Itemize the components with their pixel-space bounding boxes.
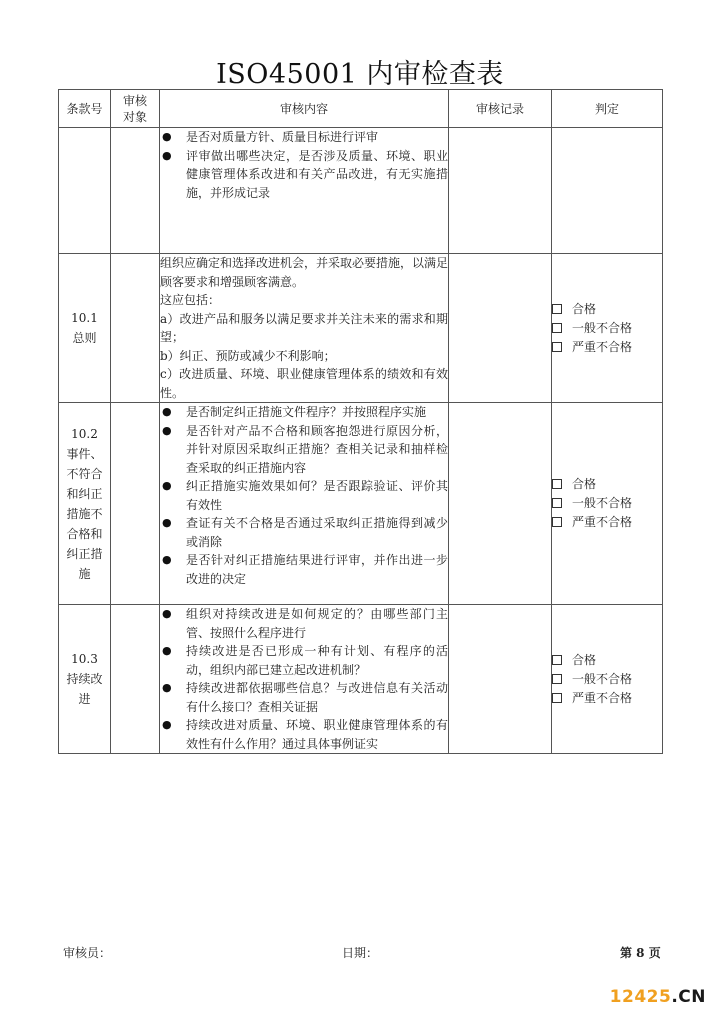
table-row	[59, 403, 663, 605]
checklist-item: ● 组织对持续改进是如何规定的？由哪些部门主管、按照什么程序进行	[160, 605, 448, 642]
content-cell	[160, 605, 449, 754]
checklist-item: ● 是否制定纠正措施文件程序？并按照程序实施	[160, 403, 448, 422]
verdict-cell	[552, 128, 663, 254]
table-row	[59, 605, 663, 754]
verdict-cell	[552, 605, 663, 754]
footer-date: 日期：	[342, 946, 379, 960]
object-cell	[111, 254, 160, 403]
checkbox-icon[interactable]	[552, 655, 562, 665]
checklist-item: ● 评审做出哪些决定，是否涉及质量、环境、职业健康管理体系改进和有关产品改进，有无实施措施，并形成记录	[160, 147, 448, 203]
checkbox-icon[interactable]	[552, 498, 562, 508]
verdict-option-pass[interactable]: 合格	[552, 651, 662, 670]
verdict-option-minor[interactable]: 一般不合格	[552, 494, 662, 513]
checkbox-icon[interactable]	[552, 479, 562, 489]
verdict-cell	[552, 403, 663, 605]
checkbox-icon[interactable]	[552, 674, 562, 684]
verdict-option-minor[interactable]: 一般不合格	[552, 670, 662, 689]
header-verdict: 判定	[552, 90, 663, 128]
verdict-option-minor[interactable]: 一般不合格	[552, 319, 662, 338]
verdict-option-major[interactable]: 严重不合格	[552, 338, 662, 357]
table-row	[59, 128, 663, 254]
checklist-item: ● 持续改进对质量、环境、职业健康管理体系的有效性有什么作用？通过具体事例证实	[160, 716, 448, 753]
checklist-item: ● 持续改进都依据哪些信息？与改进信息有关活动有什么接口？查相关证据	[160, 679, 448, 716]
record-cell[interactable]	[449, 128, 552, 254]
watermark-suffix: .CN	[671, 987, 706, 1007]
object-cell	[111, 605, 160, 754]
checkbox-icon[interactable]	[552, 517, 562, 527]
header-object: 审核对象	[111, 90, 160, 128]
requirement-text: 这应包括：	[160, 293, 221, 307]
content-cell	[160, 128, 449, 254]
record-cell[interactable]	[449, 254, 552, 403]
header-content: 审核内容	[160, 90, 449, 128]
checklist-item: ● 持续改进是否已形成一种有计划、有程序的活动，组织内部已建立起改进机制？	[160, 642, 448, 679]
content-cell	[160, 254, 449, 403]
audit-checklist-table	[58, 89, 663, 754]
checklist-item: ● 纠正措施实施效果如何？是否跟踪验证、评价其有效性	[160, 477, 448, 514]
header-clause: 条款号	[59, 90, 111, 128]
footer-auditor: 审核员：	[63, 946, 112, 960]
checklist-item: ● 是否针对产品不合格和顾客抱怨进行原因分析，并针对原因采取纠正措施？查相关记录和抽样检查采取的纠正措施内容	[160, 422, 448, 478]
checkbox-icon[interactable]	[552, 304, 562, 314]
clause-cell: 10.3 持续改进	[59, 605, 111, 754]
checkbox-icon[interactable]	[552, 693, 562, 703]
checklist-item: ● 查证有关不合格是否通过采取纠正措施得到减少或消除	[160, 514, 448, 551]
clause-cell	[59, 128, 111, 254]
checklist-item: ● 是否对质量方针、质量目标进行评审	[160, 128, 448, 147]
verdict-option-major[interactable]: 严重不合格	[552, 513, 662, 532]
footer-page-number: 第 8 页	[620, 946, 661, 960]
verdict-option-pass[interactable]: 合格	[552, 475, 662, 494]
requirement-text: b）纠正、预防或减少不利影响；	[160, 348, 336, 363]
clause-cell: 10.2 事件、不符合和纠正措施不合格和纠正措施	[59, 403, 111, 605]
checklist-item: ● 是否针对纠正措施结果进行评审，并作出进一步改进的决定	[160, 551, 448, 588]
verdict-option-pass[interactable]: 合格	[552, 300, 662, 319]
verdict-option-major[interactable]: 严重不合格	[552, 689, 662, 708]
header-record: 审核记录	[449, 90, 552, 128]
table-header-row	[59, 90, 663, 128]
clause-cell: 10.1 总则	[59, 254, 111, 403]
requirement-text: a）改进产品和服务以满足要求并关注未来的需求和期望；	[160, 311, 448, 344]
table-row	[59, 254, 663, 403]
record-cell[interactable]	[449, 605, 552, 754]
watermark-digits: 12425	[609, 987, 672, 1007]
requirement-text: 组织应确定和选择改进机会，并采取必要措施，以满足顾客要求和增强顾客满意。	[160, 256, 449, 289]
content-cell	[160, 403, 449, 605]
object-cell	[111, 128, 160, 254]
requirement-text: c）改进质量、环境、职业健康管理体系的绩效和有效性。	[160, 367, 448, 400]
site-watermark-logo	[610, 987, 706, 1007]
checkbox-icon[interactable]	[552, 323, 562, 333]
verdict-cell	[552, 254, 663, 403]
object-cell	[111, 403, 160, 605]
page-title: ISO45001 内审检查表	[216, 59, 504, 90]
record-cell[interactable]	[449, 403, 552, 605]
checkbox-icon[interactable]	[552, 342, 562, 352]
